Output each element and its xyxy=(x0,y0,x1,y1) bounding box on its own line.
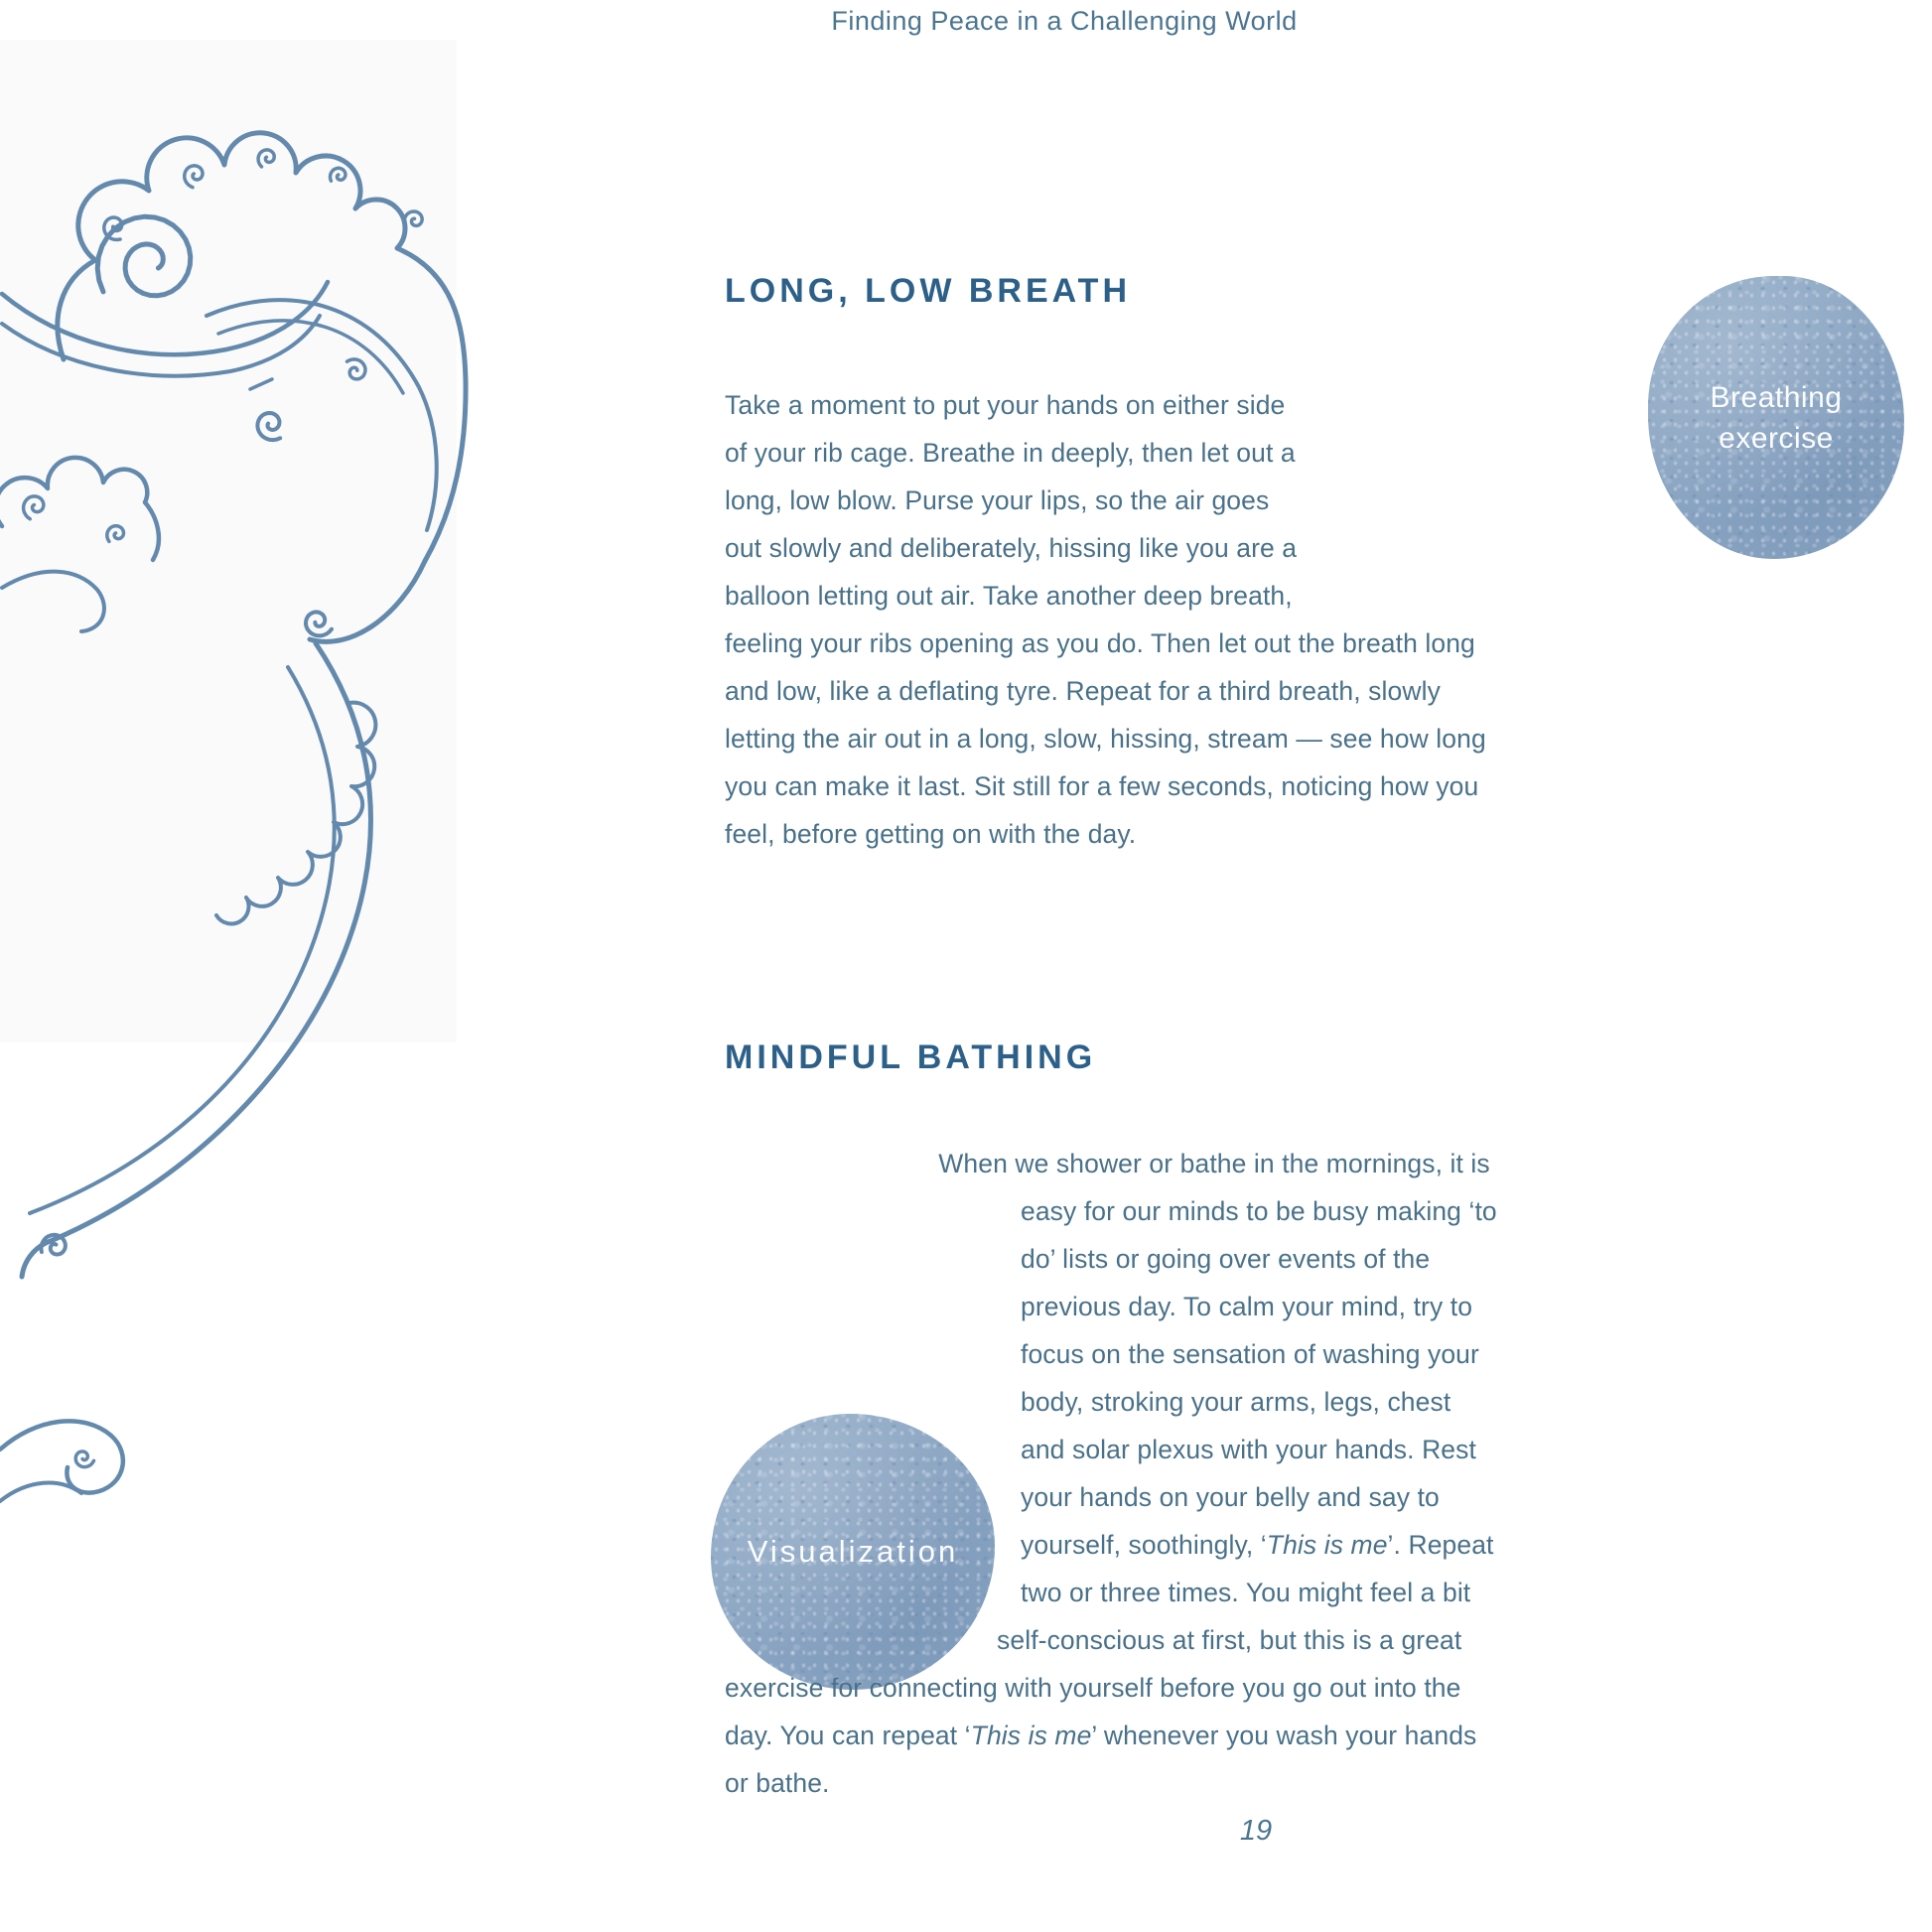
tail-inner xyxy=(30,667,335,1213)
curl-spiral xyxy=(306,612,332,635)
paragraph-long-low-breath-text: Take a moment to put your hands on either side of your rib cage. Breathe in deeply, then let out a long, low blow. Purse your lips, so the air goes out slowly and deliberately, hissing like you are a balloon letting out air. Take another deep breath, feeling your ribs opening as you do. Then let out the breath long and low, like a deflating tyre. Repeat for a third breath, slowly letting the air out in a long, slow, hissing, stream — see how long you can make it last. Sit still for a few seconds, noticing how you feel, before getting on with the day. xyxy=(725,390,1486,849)
paragraph-mindful-bathing-text: When we shower or bathe in the mornings, it is easy for our minds to be busy making ‘to do’ lists or going over events of the previous day. To calm your mind, try to focus on the sensation of washing your body, stroking your arms, legs, chest and solar plexus with your hands. Rest your hands on your belly and say to yourself, soothingly, ‘This is me’. Repeat two or three times. You might feel a bit self-conscious at first, but this is a great exercise for connecting with yourself before you go out into the day. You can repeat ‘This is me’ whenever you wash your hands or bathe. xyxy=(725,1149,1497,1798)
badge-breathing-line1: Breathing xyxy=(1710,380,1843,414)
cloud-accent-tick xyxy=(250,379,272,389)
bottom-wave-curl-2 xyxy=(0,1483,81,1501)
inner-spiral xyxy=(257,413,280,440)
bottom-wave-curl-1 xyxy=(0,1421,123,1492)
paragraph-mindful-bathing xyxy=(725,1140,1501,1807)
crown-spiral-2 xyxy=(185,166,203,188)
badge-breathing-line2: exercise xyxy=(1719,421,1834,455)
cloud-inner-line-1 xyxy=(207,300,437,530)
section-heading-long-low-breath: LONG, LOW BREATH xyxy=(725,272,1131,310)
paragraph-long-low-breath xyxy=(725,381,1501,858)
page-number: 19 xyxy=(1239,1815,1273,1847)
section-heading-mindful-bathing: MINDFUL BATHING xyxy=(725,1038,1097,1076)
cloud-scroll-illustration xyxy=(0,60,695,1509)
text-wrap-spacer xyxy=(1311,381,1501,616)
cloud-right-curl xyxy=(310,561,425,641)
crown-spiral-3 xyxy=(258,150,274,167)
bottom-wave-spiral xyxy=(75,1451,93,1467)
left-cluster-hook xyxy=(2,572,104,631)
badge-visualization-label: Visualization xyxy=(747,1534,959,1569)
running-head: Finding Peace in a Challenging World xyxy=(831,6,1298,36)
crown-spiral-4 xyxy=(331,168,346,181)
tail-outer xyxy=(22,643,370,1277)
left-cluster-spiral-2 xyxy=(107,526,124,542)
visualization-badge xyxy=(711,1414,995,1690)
tail-scallops xyxy=(216,703,375,924)
crown-spiral-1 xyxy=(104,217,122,240)
shoulder-spiral xyxy=(347,359,366,379)
breathing-exercise-badge xyxy=(1648,276,1904,559)
left-cluster-spiral-1 xyxy=(24,496,44,519)
